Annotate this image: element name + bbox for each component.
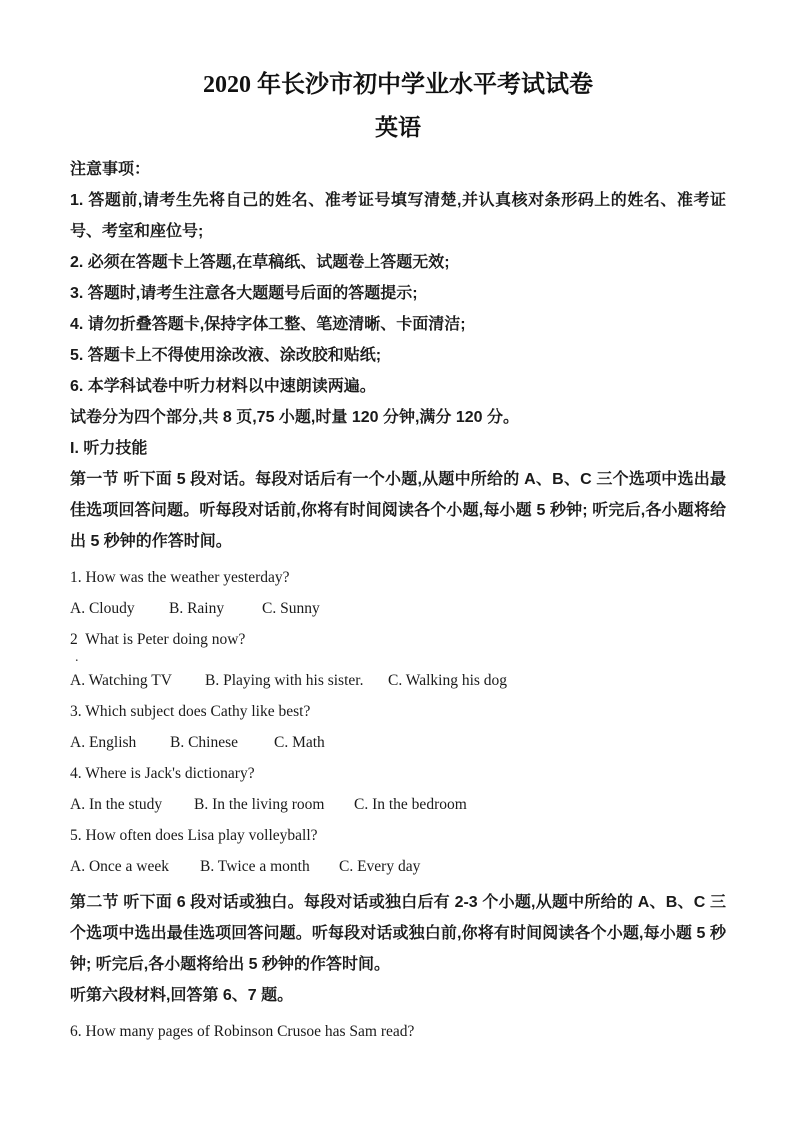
- option-a: A. Once a week: [70, 858, 169, 875]
- question-5-text: 5. How often does Lisa play volleyball?: [70, 827, 318, 844]
- question-block-4: [70, 764, 726, 815]
- option-b: B. Rainy: [169, 600, 225, 617]
- question-5-options: [70, 857, 726, 877]
- notice-item-1: 1. 答题前,请考生先将自己的姓名、准考证号填写清楚,并认真核对条形码上的姓名、准考证号、考室和座位号;: [70, 192, 726, 240]
- option-b: B. Twice a month: [200, 858, 310, 875]
- option-a: A. Cloudy: [70, 600, 135, 617]
- stray-period-mark: .: [75, 650, 79, 665]
- part1-instructions: 第一节 听下面 5 段对话。每段对话后有一个小题,从题中所给的 A、B、C 三个选项中选出最佳选项回答问题。听每段对话前,你将有时间阅读各个小题,每小题 5 秒钟; 听完后,各小题将给出 5 秒钟的作答时间。: [70, 471, 726, 550]
- question-3-text: 3. Which subject does Cathy like best?: [70, 703, 311, 720]
- question-block-5: [70, 826, 726, 877]
- exam-subject: 英语: [375, 114, 421, 140]
- option-a: A. Watching TV: [70, 672, 172, 689]
- option-c: C. Sunny: [262, 600, 320, 617]
- notice-item-3: 3. 答题时,请考生注意各大题题号后面的答题提示;: [70, 285, 418, 302]
- question-block-3: [70, 702, 726, 753]
- listening-section-heading: I. 听力技能: [70, 440, 148, 457]
- page-content: [70, 58, 726, 1042]
- option-a: A. In the study: [70, 796, 163, 813]
- notice-item-4: 4. 请勿折叠答题卡,保持字体工整、笔迹清晰、卡面清洁;: [70, 316, 466, 333]
- option-b: B. In the living room: [194, 796, 325, 813]
- question-block-2: [70, 630, 726, 691]
- question-1-text: 1. How was the weather yesterday?: [70, 569, 290, 586]
- option-b: B. Chinese: [170, 734, 239, 751]
- question-4-text: 4. Where is Jack's dictionary?: [70, 765, 255, 782]
- question-3-options: [70, 733, 726, 753]
- option-b: B. Playing with his sister.: [205, 672, 364, 689]
- material-6-note: 听第六段材料,回答第 6、7 题。: [70, 987, 294, 1004]
- question-2-text: 2 What is Peter doing now? .: [70, 630, 726, 650]
- question-6-text: 6. How many pages of Robinson Crusoe has Sam read?: [70, 1023, 415, 1040]
- part2-instructions: 第二节 听下面 6 段对话或独白。每段对话或独白后有 2-3 个小题,从题中所给的 A、B、C 三个选项中选出最佳选项回答问题。听每段对话或独白前,你将有时间阅读各个小题,每小题 5 秒钟; 听完后,各小题将给出 5 秒钟的作答时间。: [70, 894, 726, 973]
- question-1-options: [70, 599, 726, 619]
- notice-heading: 注意事项：: [70, 161, 151, 178]
- notice-item-6: 6. 本学科试卷中听力材料以中速朗读两遍。: [70, 378, 376, 395]
- option-c: C. In the bedroom: [354, 796, 467, 813]
- question-4-options: [70, 795, 726, 815]
- notice-item-2: 2. 必须在答题卡上答题,在草稿纸、试题卷上答题无效;: [70, 254, 450, 271]
- paper-summary: 试卷分为四个部分,共 8 页,75 小题,时量 120 分钟,满分 120 分。: [70, 409, 519, 426]
- option-c: C. Every day: [339, 858, 421, 875]
- question-2-options: [70, 671, 726, 691]
- option-c: C. Math: [274, 734, 325, 751]
- question-block-1: [70, 568, 726, 619]
- option-c: C. Walking his dog: [388, 672, 508, 689]
- exam-title: 2020 年长沙市初中学业水平考试试卷: [203, 72, 593, 98]
- option-a: A. English: [70, 734, 137, 751]
- notice-item-5: 5. 答题卡上不得使用涂改液、涂改胶和贴纸;: [70, 347, 382, 364]
